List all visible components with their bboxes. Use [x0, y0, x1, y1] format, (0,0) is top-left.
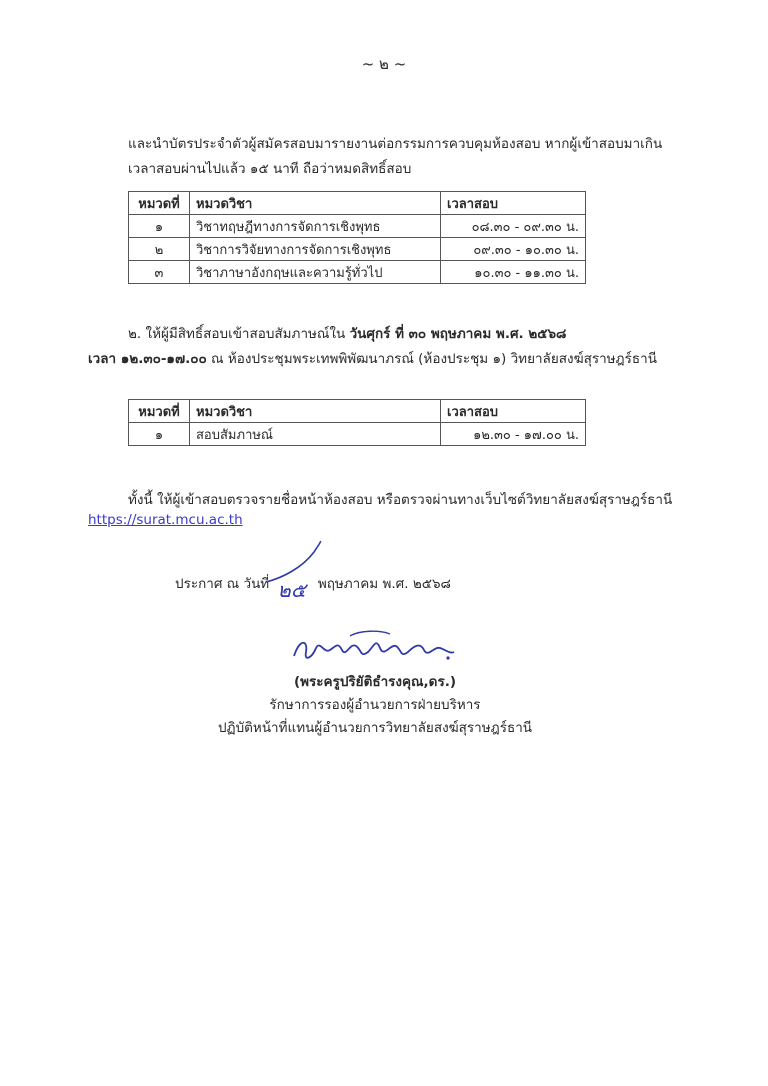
row-no: ๓: [129, 261, 190, 284]
header-time: เวลาสอบ: [441, 192, 586, 215]
signer-name: (พระครูปริยัติธำรงคุณ,ดร.): [293, 674, 456, 690]
table-row: [129, 423, 586, 446]
row-subject: สอบสัมภาษณ์: [190, 423, 441, 446]
item-2-line-2: [88, 347, 673, 372]
closing-text: ทั้งนี้ ให้ผู้เข้าสอบตรวจรายชื่อหน้าห้องสอบ หรือตรวจผ่านทางเว็บไซต์วิทยาลัยสงฆ์สุราษฎร์ธานี: [128, 492, 673, 508]
header-no: หมวดที่: [129, 192, 190, 215]
signer-position-2: ปฏิบัติหน้าที่แทนผู้อำนวยการวิทยาลัยสงฆ์สุราษฎร์ธานี: [217, 720, 533, 736]
table-header-row: [129, 400, 586, 423]
table-row: [129, 238, 586, 261]
item-2-line-1: [88, 322, 673, 347]
row-time: ๑๐.๓๐ - ๑๑.๓๐ น.: [441, 261, 586, 284]
header-subject: หมวดวิชา: [190, 192, 441, 215]
college-website-link[interactable]: https://surat.mcu.ac.th: [88, 512, 243, 528]
interview-location: ณ ห้องประชุมพระเทพพิพัฒนาภรณ์ (ห้องประชุม ๑) วิทยาลัยสงฆ์สุราษฎร์ธานี: [206, 351, 657, 367]
intro-line-1: และนำบัตรประจำตัวผู้สมัครสอบมารายงานต่อกรรมการควบคุมห้องสอบ หากผู้เข้าสอบมาเกิน: [128, 136, 663, 152]
row-subject: วิชาทฤษฎีทางการจัดการเชิงพุทธ: [190, 215, 441, 238]
interview-schedule-table: [128, 399, 586, 446]
item-2-prefix: ๒. ให้ผู้มีสิทธิ์สอบเข้าสอบสัมภาษณ์ใน: [128, 326, 350, 342]
header-subject: หมวดวิชา: [190, 400, 441, 423]
header-time: เวลาสอบ: [441, 400, 586, 423]
intro-line-2: เวลาสอบผ่านไปแล้ว ๑๕ นาที ถือว่าหมดสิทธิ์สอบ: [128, 161, 412, 177]
page-number: ~ ๒ ~: [361, 55, 407, 73]
row-time: ๑๒.๓๐ - ๑๗.๐๐ น.: [441, 423, 586, 446]
signature-icon: [290, 628, 460, 670]
row-no: ๑: [129, 423, 190, 446]
handwritten-flourish-icon: [252, 538, 332, 588]
header-no: หมวดที่: [129, 400, 190, 423]
table-header-row: [129, 192, 586, 215]
table-row: [129, 261, 586, 284]
row-time: ๐๙.๓๐ - ๑๐.๓๐ น.: [441, 238, 586, 261]
interview-date: วันศุกร์ ที่ ๓๐ พฤษภาคม พ.ศ. ๒๕๖๘: [349, 326, 567, 342]
row-no: ๒: [129, 238, 190, 261]
row-subject: วิชาการวิจัยทางการจัดการเชิงพุทธ: [190, 238, 441, 261]
row-no: ๑: [129, 215, 190, 238]
announce-suffix: พฤษภาคม พ.ศ. ๒๕๖๘: [317, 576, 451, 592]
exam-schedule-table: [128, 191, 586, 284]
table-row: [129, 215, 586, 238]
signer-position-1: รักษาการรองผู้อำนวยการฝ่ายบริหาร: [269, 697, 481, 713]
row-time: ๐๘.๓๐ - ๐๙.๓๐ น.: [441, 215, 586, 238]
announce-prefix: ประกาศ ณ วันที่: [175, 576, 270, 592]
interview-time: เวลา ๑๒.๓๐-๑๗.๐๐: [88, 351, 207, 367]
row-subject: วิชาภาษาอังกฤษและความรู้ทั่วไป: [190, 261, 441, 284]
handwritten-day: ๒๕: [277, 578, 306, 602]
